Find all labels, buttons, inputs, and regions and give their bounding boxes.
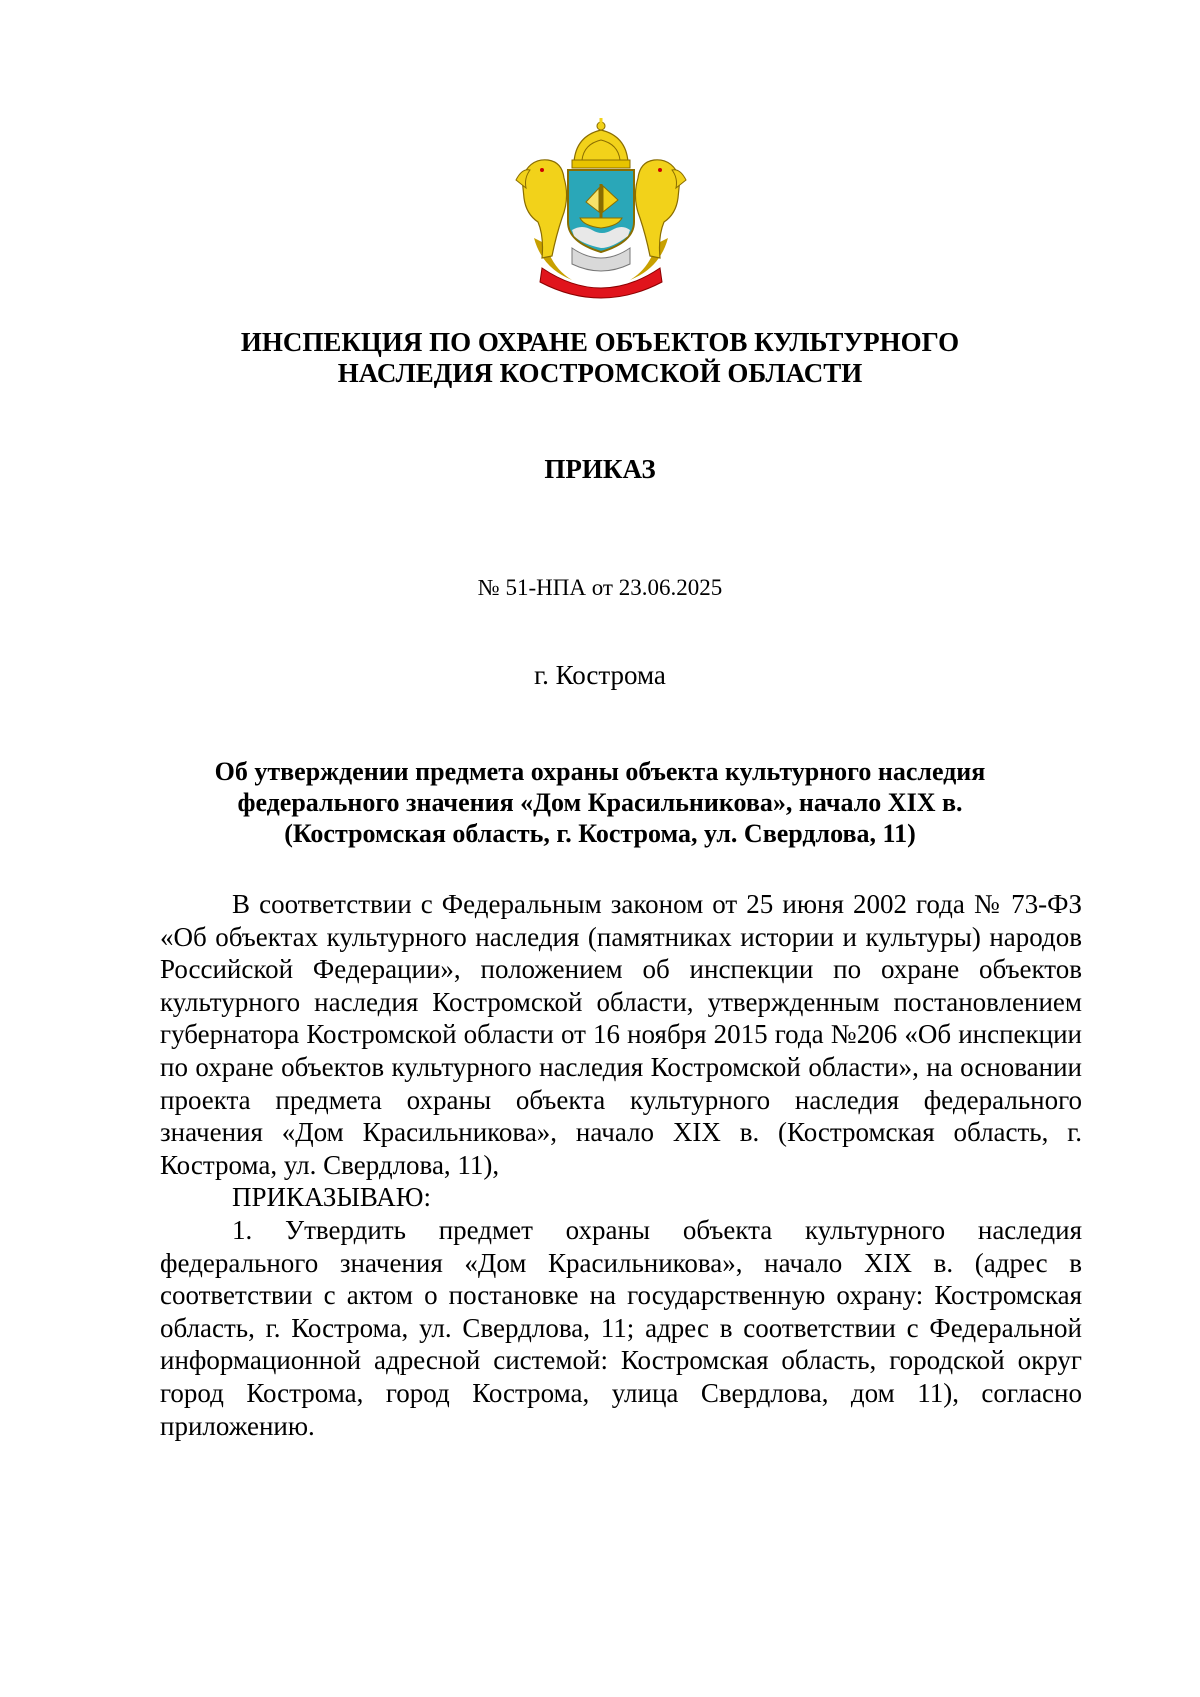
document-number-date: № 51-НПА от 23.06.2025 [477,575,723,600]
coat-of-arms-icon [512,118,690,300]
document-type: ПРИКАЗ [544,454,656,484]
preamble-paragraph: В соответствии с Федеральным законом от 25 июня 2002 года № 73-ФЗ «Об объектах культурного наследия (памятниках истории и культуры) народов Российской Федерации», положением об инспекции по охране объектов культурного наследия Костромской области, утвержденным постановлением губернатора Костромской области от 16 ноября 2015 года №206 «Об инспекции по охране объектов культурного наследия Костромской области», на основании проекта предмета охраны объекта культурного наследия федерального значения «Дом Красильникова», начало XIX в. (Костромская область, г. Кострома, ул. Свердлова, 11), [160,889,1082,1180]
order-item-1: 1. Утвердить предмет охраны объекта культурного наследия федерального значения «Дом Красильникова», начало XIX в. (адрес в соответствии с актом о постановке на государственную охрану: Костромская область, г. Кострома, ул. Свердлова, 11; адрес в соответствии с Федеральной информационной адресной системой: Костромская область, городской округ город Кострома, город Кострома, улица Свердлова, дом 11), согласно приложению. [160,1214,1082,1441]
subject-line-2: федерального значения «Дом Красильникова», начало XIX в. [237,788,963,817]
document-body [160,888,1082,1442]
organization-line-1: ИНСПЕКЦИЯ ПО ОХРАНЕ ОБЪЕКТОВ КУЛЬТУРНОГО [240,327,960,357]
subject-line-1: Об утверждении предмета охраны объекта культурного наследия [214,757,986,786]
order-word: ПРИКАЗЫВАЮ: [232,1182,431,1213]
subject-line-3: (Костромская область, г. Кострома, ул. Свердлова, 11) [284,819,916,848]
document-subject [155,756,1045,849]
organization-heading [150,327,1050,389]
document-city: г. Кострома [534,660,666,690]
organization-line-2: НАСЛЕДИЯ КОСТРОМСКОЙ ОБЛАСТИ [337,358,863,388]
